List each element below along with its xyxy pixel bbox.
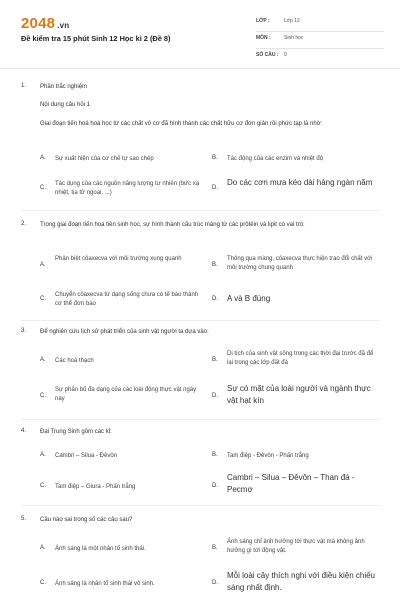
logo-suffix: .vn [57, 21, 70, 30]
question-number: 5. [21, 516, 27, 522]
option-letter: C. [40, 393, 46, 399]
option-letter: A. [40, 262, 46, 268]
option-letter: A. [40, 155, 46, 161]
option-a[interactable]: Ánh sáng là một nhân tố sinh thái. [55, 546, 146, 552]
meta-row-count [256, 48, 384, 65]
option-letter: B. [212, 357, 218, 363]
option-b[interactable]: Tác động của các enzim và nhiệt độ [227, 156, 324, 162]
question-number: 3. [21, 328, 27, 334]
option-b[interactable]: Ánh sáng chỉ ảnh hưởng tới thực vật mà không ảnh hưởng gì tới động vật. [227, 539, 365, 554]
question-text: Đại Trung Sinh gồm các kỉ: [40, 429, 112, 435]
option-letter: C. [40, 580, 46, 586]
option-b[interactable]: Tam điệp - Đêvôn - Phấn trắng [227, 453, 309, 459]
option-letter: A. [40, 452, 46, 458]
option-b[interactable]: Di tích của sinh vật sống trong các thời đại trước đã để lại trong các lớp đất đá [227, 351, 374, 366]
question-divider [21, 505, 381, 506]
option-letter: C. [40, 483, 46, 489]
option-letter: D. [212, 483, 218, 489]
site-logo[interactable] [21, 15, 69, 32]
question-text: Giai đoạn tiến hoá hoá học từ các chất vô cơ đã hình thành các chất hữu cơ đơn giản rồi phức tạp là nhờ: [40, 121, 323, 127]
question-divider [21, 320, 381, 321]
page-title: Đề kiểm tra 15 phút Sinh 12 Học kì 2 (Đề 8) [21, 34, 171, 43]
option-a[interactable]: Sự xuất hiện của cơ chế tự sao chép [55, 156, 154, 162]
option-letter: B. [212, 262, 218, 268]
question-subheading: Nội dung câu hỏi 1 [40, 102, 91, 108]
page-header [0, 0, 400, 66]
option-letter: C. [40, 296, 46, 302]
option-c[interactable]: Tác dụng của các nguồn năng lượng tự nhiên (bức xạ nhiệt, tia tử ngoại, ...) [55, 181, 200, 196]
meta-label: LỚP : [256, 18, 270, 24]
meta-value: 9 [284, 52, 287, 58]
meta-label: SỐ CÂU : [256, 52, 279, 58]
option-letter: D. [212, 393, 218, 399]
question-text: Trong giai đoạn tiến hoá tiền sinh học, sự hình thành cấu trúc màng từ các prôtêin và lipit có vai trò: [40, 222, 305, 228]
meta-value: Sinh học [284, 35, 304, 41]
question-text: Để nghiên cứu lịch sử phát triển của sinh vật người ta dựa vào: [40, 329, 209, 335]
option-letter: C. [40, 185, 46, 191]
option-letter: D. [212, 185, 218, 191]
header-divider [0, 68, 400, 69]
option-d[interactable]: Do các cơn mưa kéo dài hàng ngàn năm [227, 178, 373, 187]
section-heading: Phần trắc nghiệm [40, 84, 88, 90]
option-letter: A. [40, 357, 46, 363]
option-letter: D. [212, 580, 218, 586]
option-a[interactable]: Phân biệt côaxecva với môi trường xung quanh [55, 256, 182, 262]
question-text: Câu nào sai trong số các câu sau? [40, 517, 133, 523]
question-divider [21, 419, 381, 420]
meta-row-subject [256, 31, 384, 49]
question-number: 2. [21, 221, 27, 227]
option-c[interactable]: Ánh sáng là nhân tố sinh thái vô sinh. [55, 581, 155, 587]
option-d[interactable]: Mỗi loài cây thích nghi với điều kiện chiếu sáng nhất định. [227, 571, 375, 592]
option-c[interactable]: Sự phân bố đa dạng của các loài động thực vật ngày nay [55, 387, 197, 402]
logo-text: 2048 [21, 15, 56, 32]
option-a[interactable]: Các hoá thạch [55, 358, 94, 364]
option-c[interactable]: Chuyển côaxecva từ dạng sống chưa có tế bào thành cơ thể đơn bào [55, 292, 199, 307]
option-letter: B. [212, 452, 218, 458]
option-letter: B. [212, 155, 218, 161]
option-d[interactable]: Sự có mặt của loài người và ngành thực vật hạt kín [227, 384, 371, 405]
option-d[interactable]: A và B đúng [227, 294, 271, 303]
question-divider [21, 210, 381, 211]
option-c[interactable]: Tam điệp – Giura - Phấn trắng [55, 484, 136, 490]
question-number: 1. [21, 83, 27, 89]
option-a[interactable]: Cambri – Silua - Đêvôn [55, 453, 118, 459]
option-b[interactable]: Thông qua màng, côaxecva thực hiện trao đổi chất với môi trường chung quanh [227, 256, 373, 271]
question-number: 4. [21, 428, 27, 434]
meta-row-class [256, 14, 384, 32]
meta-value: Lớp 12 [284, 18, 300, 24]
option-letter: B. [212, 545, 218, 551]
option-letter: A. [40, 545, 46, 551]
option-d[interactable]: Cambri – Silua – Đêvôn – Than đá - Pecmơ [227, 473, 355, 494]
option-letter: D. [212, 296, 218, 302]
meta-label: MÔN : [256, 35, 271, 41]
